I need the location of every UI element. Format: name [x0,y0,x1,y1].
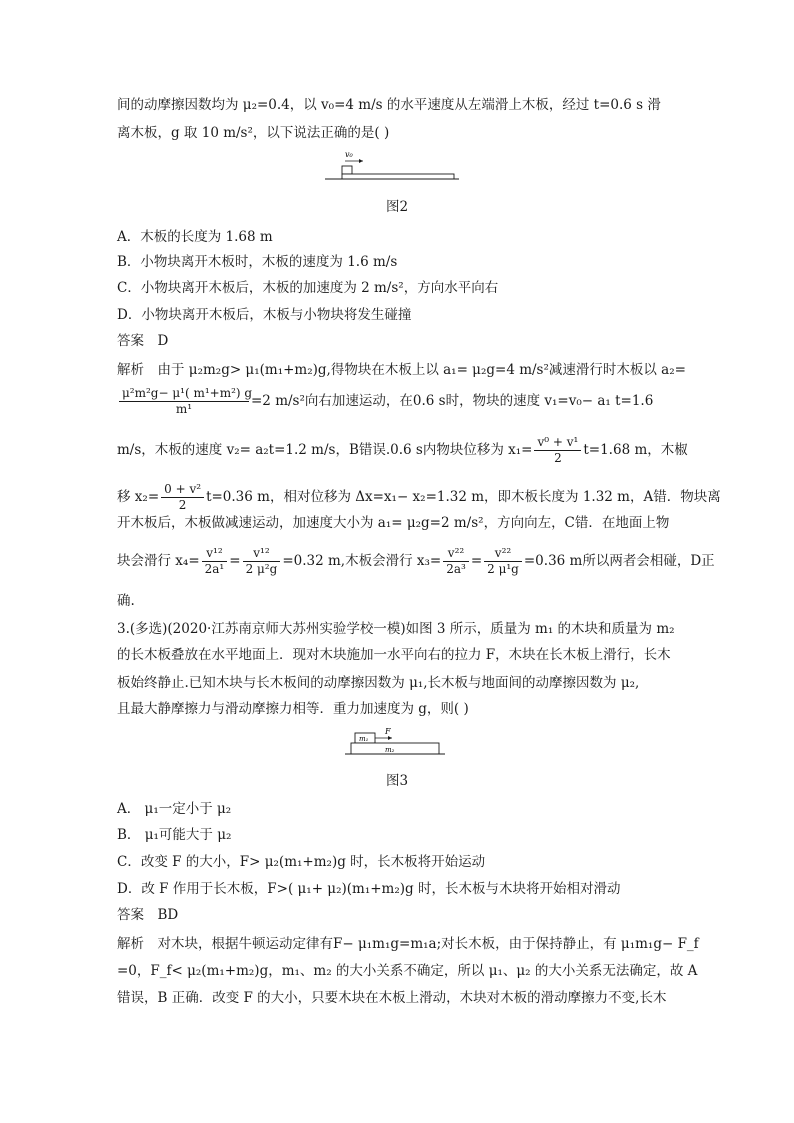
analysis-line: 确. [117,593,135,609]
figure-2-board-block [325,148,465,184]
question-3-line: 3.(多选)(2020·江苏南京师大苏州实验学校一模)如图 3 所示，质量为 m₁ 的木块和质量为 m₂ [117,621,675,637]
option-c: C．改变 F 的大小，F> μ₂(m₁+m₂)g 时，长木板将开始运动 [117,854,486,870]
fraction: $\frac{\text{v⁰ + v¹}}{2}$ [534,435,581,466]
question-3-line: 的长木板叠放在水平地面上．现对木块施加一水平向右的拉力 F，木块在长木板上滑行，长木 [117,647,671,663]
figure-3-caption: 图3 [386,773,409,789]
fraction: $\frac{\text{v¹²}}{\text{2a¹}}$ [202,546,228,577]
figure-3-stacked-blocks [345,726,465,764]
figure-2-caption: 图2 [386,199,409,215]
option-d: D．改 F 作用于长木板，F>( μ₁+ μ₂)(m₁+m₂)g 时，长木板与木块将开始相对滑动 [117,881,621,897]
option-b: B．小物块离开木板时，木板的速度为 1.6 m/s [117,254,398,270]
fraction: $\frac{\text{v²²}}{\text{2a³}}$ [443,546,469,577]
option-b: B． μ₁可能大于 μ₂ [117,827,232,843]
option-d: D．小物块离开木板后，木板与小物块将发生碰撞 [117,307,412,323]
analysis-line: 块会滑行 x₄= $\frac{\text{v¹²}}{\text{2a¹}}$ = $\frac{\text{v¹²}}{\text{2 μ²g}}$ =0.32 m,木板会滑行 x₃= $\frac{\text{v²²}}{\text{2a³}}$ = $\frac{\text{v²²}}{\text{2 μ¹g}}$ =0.36 m所以两者会相碰，D正 [117,546,715,576]
fraction: $\frac{\text{μ²m²g− μ¹( m¹+m²) g}}{\text{m¹}}$ [119,386,249,417]
analysis-line: 解析 由于 μ₂m₂g> μ₁(m₁+m₂)g,得物块在木板上以 a₁= μ₂g=4 m/s²减速滑行时木板以 a₂= [117,362,686,378]
analysis-line: 移 x₂= $\frac{\text{0 + v²}}{2}$ t=0.36 m，相对位移为 Δx=x₁− x₂=1.32 m，即木板长度为 1.32 m，A错．物块离 [117,482,721,512]
analysis-line: m/s，木板的速度 v₂= a₂t=1.2 m/s，B错误.0.6 s内物块位移为 x₁= $\frac{\text{v⁰ + v¹}}{2}$ t=1.68 m，木椒 [117,435,688,465]
analysis-line: 解析 对木块，根据牛顿运动定律有F− μ₁m₁g=m₁a;对长木板，由于保持静止，有 μ₁m₁g− F_f [117,936,699,952]
fraction: $\frac{\text{v²²}}{\text{2 μ¹g}}$ [484,546,522,577]
option-a: A．木板的长度为 1.68 m [117,229,273,245]
text-line: 离木板，g 取 10 m/s²，以下说法正确的是( ) [117,125,390,141]
m2-label: m₂ [385,746,395,754]
fraction: $\frac{\text{v¹²}}{\text{2 μ²g}}$ [243,546,281,577]
analysis-line: =0，F_f< μ₂(m₁+m₂)g，m₁、m₂ 的大小关系不确定，所以 μ₁、μ₂ 的大小关系无法确定，故 A [117,963,698,979]
analysis-line: 开木板后，木板做减速运动，加速度大小为 a₁= μ₂g=2 m/s²，方向向左，C错．在地面上物 [117,515,670,531]
v0-label: v₀ [345,150,353,159]
analysis-line: 错误，B 正确．改变 F 的大小，只要木块在木板上滑动，木块对木板的滑动摩擦力不变,长木 [117,990,667,1006]
analysis-line: $\frac{\text{μ²m²g− μ¹( m¹+m²) g}}{\text{m¹}}$ =2 m/s²向右加速运动，在0.6 s时，物块的速度 v₁=v₀− a₁ t=1.6 [117,386,653,417]
question-3-line: 板始终静止.已知木块与长木板间的动摩擦因数为 μ₁,长木板与地面间的动摩擦因数为 μ₂, [117,675,640,691]
option-a: A． μ₁一定小于 μ₂ [117,801,232,817]
answer-label: 答案 BD [117,907,179,923]
force-label: F [385,727,391,736]
question-3-line: 且最大静摩擦力与滑动摩擦力相等．重力加速度为 g，则( ) [117,701,469,717]
fraction: $\frac{\text{0 + v²}}{2}$ [161,482,204,513]
m1-label: m₁ [359,735,369,743]
answer-label: 答案 D [117,333,169,349]
text-line: 间的动摩擦因数均为 μ₂=0.4，以 v₀=4 m/s 的水平速度从左端滑上木板，经过 t=0.6 s 滑 [117,97,661,113]
option-c: C．小物块离开木板后，木板的加速度为 2 m/s²，方向水平向右 [117,280,499,296]
